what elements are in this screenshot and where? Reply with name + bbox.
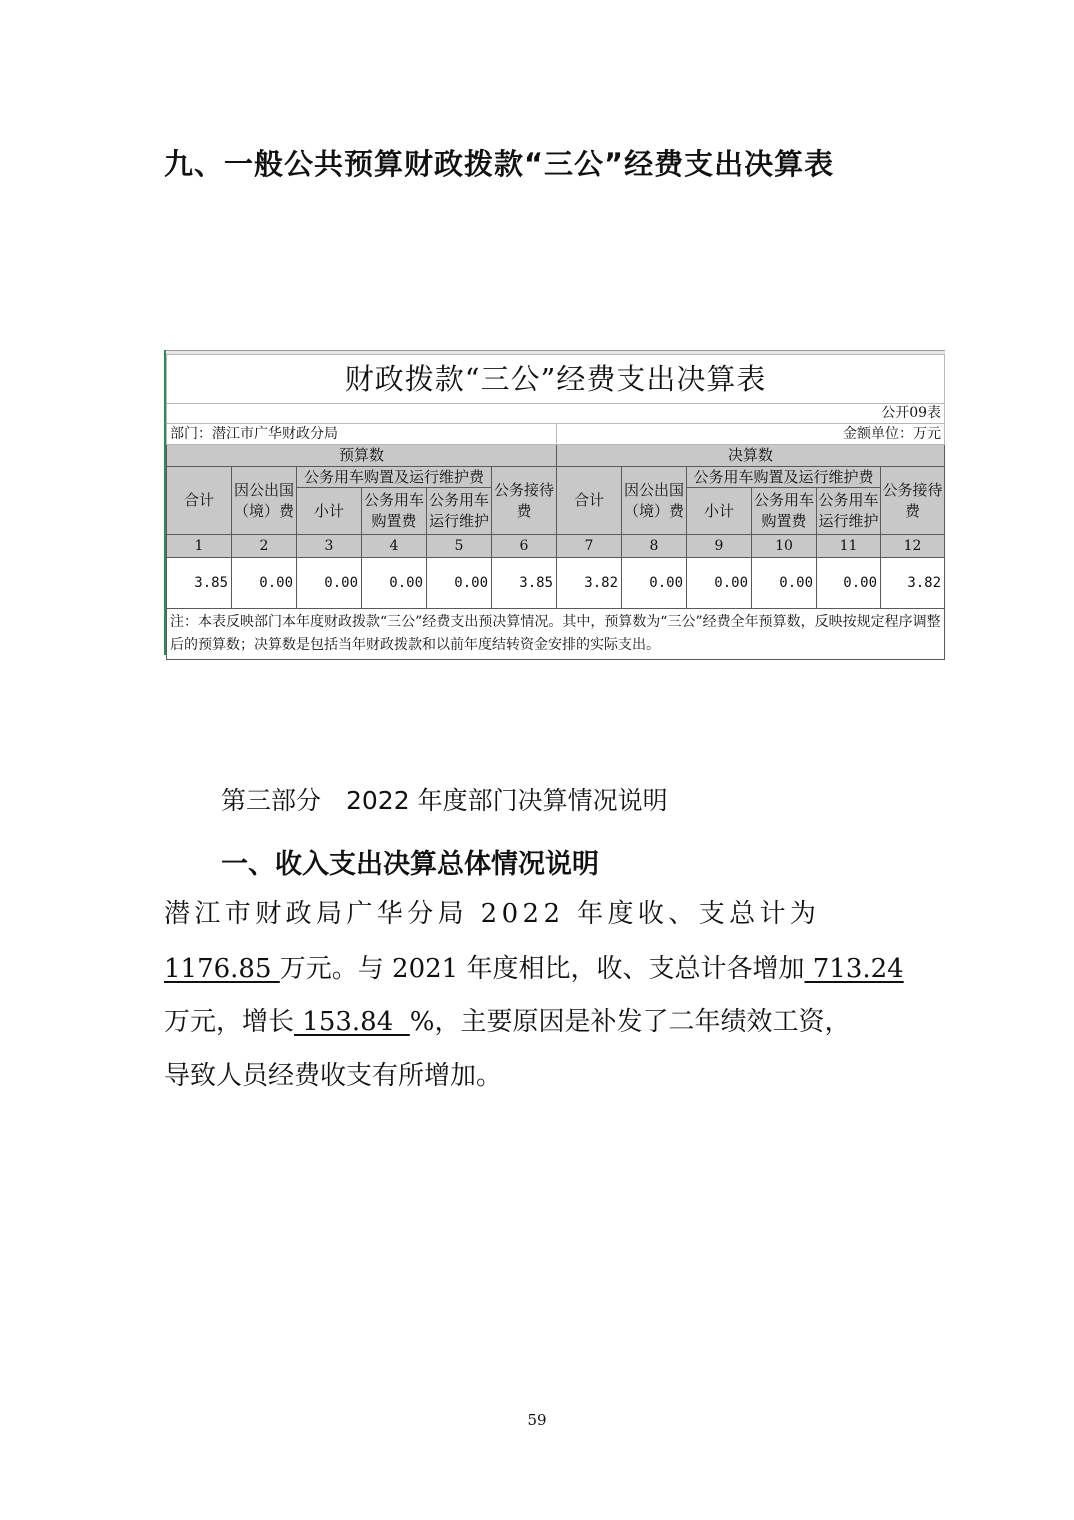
actual-abroad-header: 因公出国（境）费 xyxy=(622,467,687,535)
budget-maintain-header: 公务用车运行维护 xyxy=(427,488,492,535)
table-note: 注：本表反映部门本年度财政拨款“三公”经费支出预决算情况。其中，预算数为“三公”经费全年预算数，反映按规定程序调整后的预算数；决算数是包括当年财政拨款和以前年度结转资金安排的实际支出。 xyxy=(167,609,945,660)
paragraph-line-2 xyxy=(164,948,914,985)
column-index: 1 xyxy=(167,535,232,558)
department-label: 部门：潜江市广华财政分局 xyxy=(167,424,557,445)
column-index: 12 xyxy=(881,535,945,558)
value-cell: 0.00 xyxy=(297,558,362,609)
value-cell: 3.82 xyxy=(881,558,945,609)
actual-reception-header: 公务接待费 xyxy=(881,467,945,535)
actual-subtotal-header: 小计 xyxy=(687,488,752,535)
value-cell: 0.00 xyxy=(752,558,817,609)
section-heading: 九、一般公共预算财政拨款“三公”经费支出决算表 xyxy=(164,147,835,181)
part-three-title: 第三部分 2022 年度部门决算情况说明 xyxy=(221,786,668,815)
paragraph-text: 万元。与 2021 年度相比，收、支总计各增加 xyxy=(279,954,805,984)
increase-amount: 713.24 xyxy=(804,954,904,984)
paragraph-text: %，主要原因是补发了二年绩效工资， xyxy=(409,1007,851,1037)
value-cell: 0.00 xyxy=(362,558,427,609)
actual-vehicle-header: 公务用车购置及运行维护费 xyxy=(687,467,881,488)
paragraph-line-3 xyxy=(164,1001,914,1038)
value-cell: 3.82 xyxy=(557,558,622,609)
column-index: 11 xyxy=(817,535,881,558)
value-cell: 0.00 xyxy=(622,558,687,609)
expense-table xyxy=(166,354,945,660)
budget-subtotal-header: 小计 xyxy=(297,488,362,535)
form-code: 公开09表 xyxy=(167,404,945,424)
budget-total-header: 合计 xyxy=(167,467,232,535)
paragraph-line-1: 潜江市财政局广华分局 2022 年度收、支总计为 xyxy=(164,899,821,929)
value-cell: 0.00 xyxy=(687,558,752,609)
column-index: 10 xyxy=(752,535,817,558)
column-index: 6 xyxy=(492,535,557,558)
column-index: 9 xyxy=(687,535,752,558)
budget-reception-header: 公务接待费 xyxy=(492,467,557,535)
column-index-row xyxy=(167,535,945,558)
value-cell: 3.85 xyxy=(492,558,557,609)
actual-maintain-header: 公务用车运行维护 xyxy=(817,488,881,535)
total-amount: 1176.85 xyxy=(164,954,280,984)
value-cell: 0.00 xyxy=(427,558,492,609)
value-cell: 0.00 xyxy=(232,558,297,609)
table-title: 财政拨款“三公”经费支出决算表 xyxy=(167,355,945,404)
budget-purchase-header: 公务用车购置费 xyxy=(362,488,427,535)
page-number: 59 xyxy=(527,1411,547,1429)
column-index: 8 xyxy=(622,535,687,558)
budget-group-header: 预算数 xyxy=(167,445,557,467)
value-cell: 0.00 xyxy=(817,558,881,609)
budget-vehicle-header: 公务用车购置及运行维护费 xyxy=(297,467,492,488)
column-index: 3 xyxy=(297,535,362,558)
unit-label: 金额单位：万元 xyxy=(557,424,945,445)
actual-total-header: 合计 xyxy=(557,467,622,535)
table-row xyxy=(167,558,945,609)
three-public-expenses-table xyxy=(164,350,943,655)
income-expense-subtitle: 一、收入支出决算总体情况说明 xyxy=(221,849,599,880)
paragraph-text: 万元，增长 xyxy=(164,1007,295,1037)
budget-abroad-header: 因公出国（境）费 xyxy=(232,467,297,535)
column-index: 5 xyxy=(427,535,492,558)
actual-group-header: 决算数 xyxy=(557,445,945,467)
actual-purchase-header: 公务用车购置费 xyxy=(752,488,817,535)
value-cell: 3.85 xyxy=(167,558,232,609)
column-index: 4 xyxy=(362,535,427,558)
paragraph-line-4: 导致人员经费收支有所增加。 xyxy=(164,1061,503,1091)
column-index: 2 xyxy=(232,535,297,558)
growth-rate: 153.84 xyxy=(294,1007,410,1037)
column-index: 7 xyxy=(557,535,622,558)
